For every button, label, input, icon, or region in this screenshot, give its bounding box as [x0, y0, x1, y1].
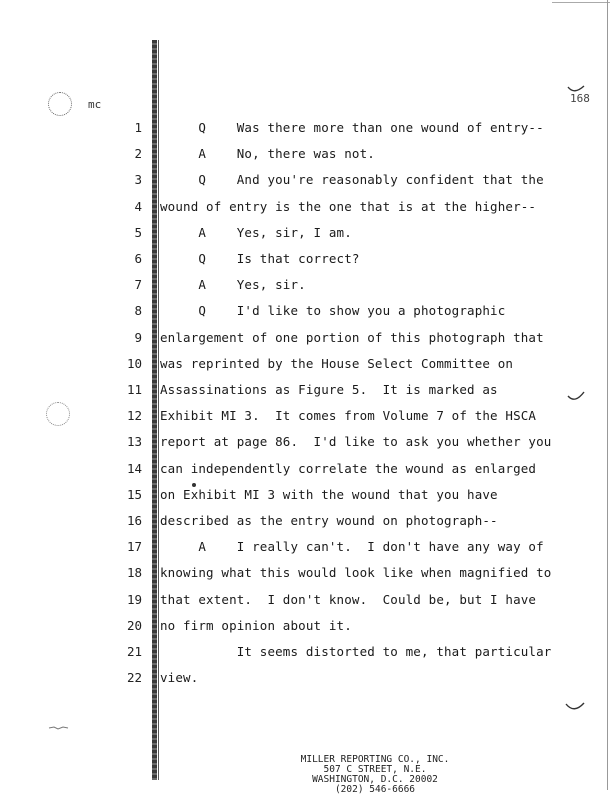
page-number: 168 — [570, 92, 590, 105]
transcript-line: Q Was there more than one wound of entry-- — [160, 120, 544, 135]
transcript-line: that extent. I don't know. Could be, but I have — [160, 591, 537, 607]
punch-hole-top — [48, 92, 72, 116]
page-top-edge — [552, 2, 610, 3]
line-number: 20 — [126, 617, 142, 633]
transcript-line: enlargement of one portion of this photograph that — [160, 329, 544, 345]
line-number: 3 — [134, 172, 142, 188]
line-number: 15 — [126, 486, 142, 502]
transcript-line: Q And you're reasonably confident that the — [160, 172, 544, 188]
line-number: 9 — [134, 329, 142, 345]
transcript-line: A No, there was not. — [160, 146, 375, 162]
line-number: 1 — [134, 120, 142, 135]
line-number: 14 — [126, 460, 142, 476]
line-number: 17 — [126, 539, 142, 555]
punch-hole-middle — [46, 402, 70, 426]
transcript-line: Assassinations as Figure 5. It is marked as — [160, 382, 498, 397]
line-number: 2 — [134, 146, 142, 162]
line-number: 7 — [134, 277, 142, 293]
transcript-line: A I really can't. I don't have any way of — [160, 539, 544, 555]
transcript-line: report at page 86. I'd like to ask you whether you — [160, 434, 552, 450]
transcript-line: Q Is that correct? — [160, 251, 360, 266]
footer-phone: (202) 546-6666 — [334, 784, 416, 795]
line-number: 12 — [126, 408, 142, 424]
check-mark-icon — [566, 84, 586, 96]
transcript-line: A Yes, sir. — [160, 277, 306, 293]
line-number: 10 — [126, 355, 142, 371]
line-number: 8 — [134, 303, 142, 319]
margin-rule-thick — [152, 40, 157, 780]
transcript-line: knowing what this would look like when magnified to — [160, 565, 552, 581]
footer-street: 507 C STREET, N.E. — [323, 764, 427, 775]
transcript-line: can independently correlate the wound as enlarged — [160, 460, 537, 476]
scribble-mark-icon — [48, 724, 70, 732]
footer-city: WASHINGTON, D.C. 20002 — [312, 774, 438, 785]
transcript-line: described as the entry wound on photograph-- — [160, 513, 498, 528]
transcript-line: was reprinted by the House Select Committee on — [160, 355, 514, 371]
line-number: 16 — [126, 513, 142, 528]
check-mark-icon — [566, 390, 586, 404]
transcript-line: Q I'd like to show you a photographic — [160, 303, 506, 319]
line-number: 22 — [126, 670, 142, 686]
line-number: 13 — [126, 434, 142, 450]
line-number: 6 — [134, 251, 142, 266]
transcript-line: on Exhibit MI 3 with the wound that you have — [160, 486, 498, 502]
line-number: 19 — [126, 591, 142, 607]
transcript-line: It seems distorted to me, that particular — [160, 644, 552, 659]
transcript-line: no firm opinion about it. — [160, 617, 352, 633]
transcript-line: wound of entry is the one that is at the higher-- — [160, 198, 537, 214]
margin-rule-thin — [158, 40, 159, 780]
line-number: 18 — [126, 565, 142, 581]
line-number: 21 — [126, 644, 142, 659]
transcript-line: view. — [160, 670, 199, 686]
page-right-edge — [607, 0, 608, 790]
footer-company: MILLER REPORTING CO., INC. — [300, 754, 450, 765]
line-number: 4 — [134, 198, 142, 214]
line-number: 11 — [126, 382, 142, 397]
line-number: 5 — [134, 224, 142, 240]
transcript-line: A Yes, sir, I am. — [160, 224, 352, 240]
check-mark-icon — [564, 700, 586, 714]
reporter-initials: mc — [88, 98, 102, 111]
transcript-line: Exhibit MI 3. It comes from Volume 7 of the HSCA — [160, 408, 537, 424]
